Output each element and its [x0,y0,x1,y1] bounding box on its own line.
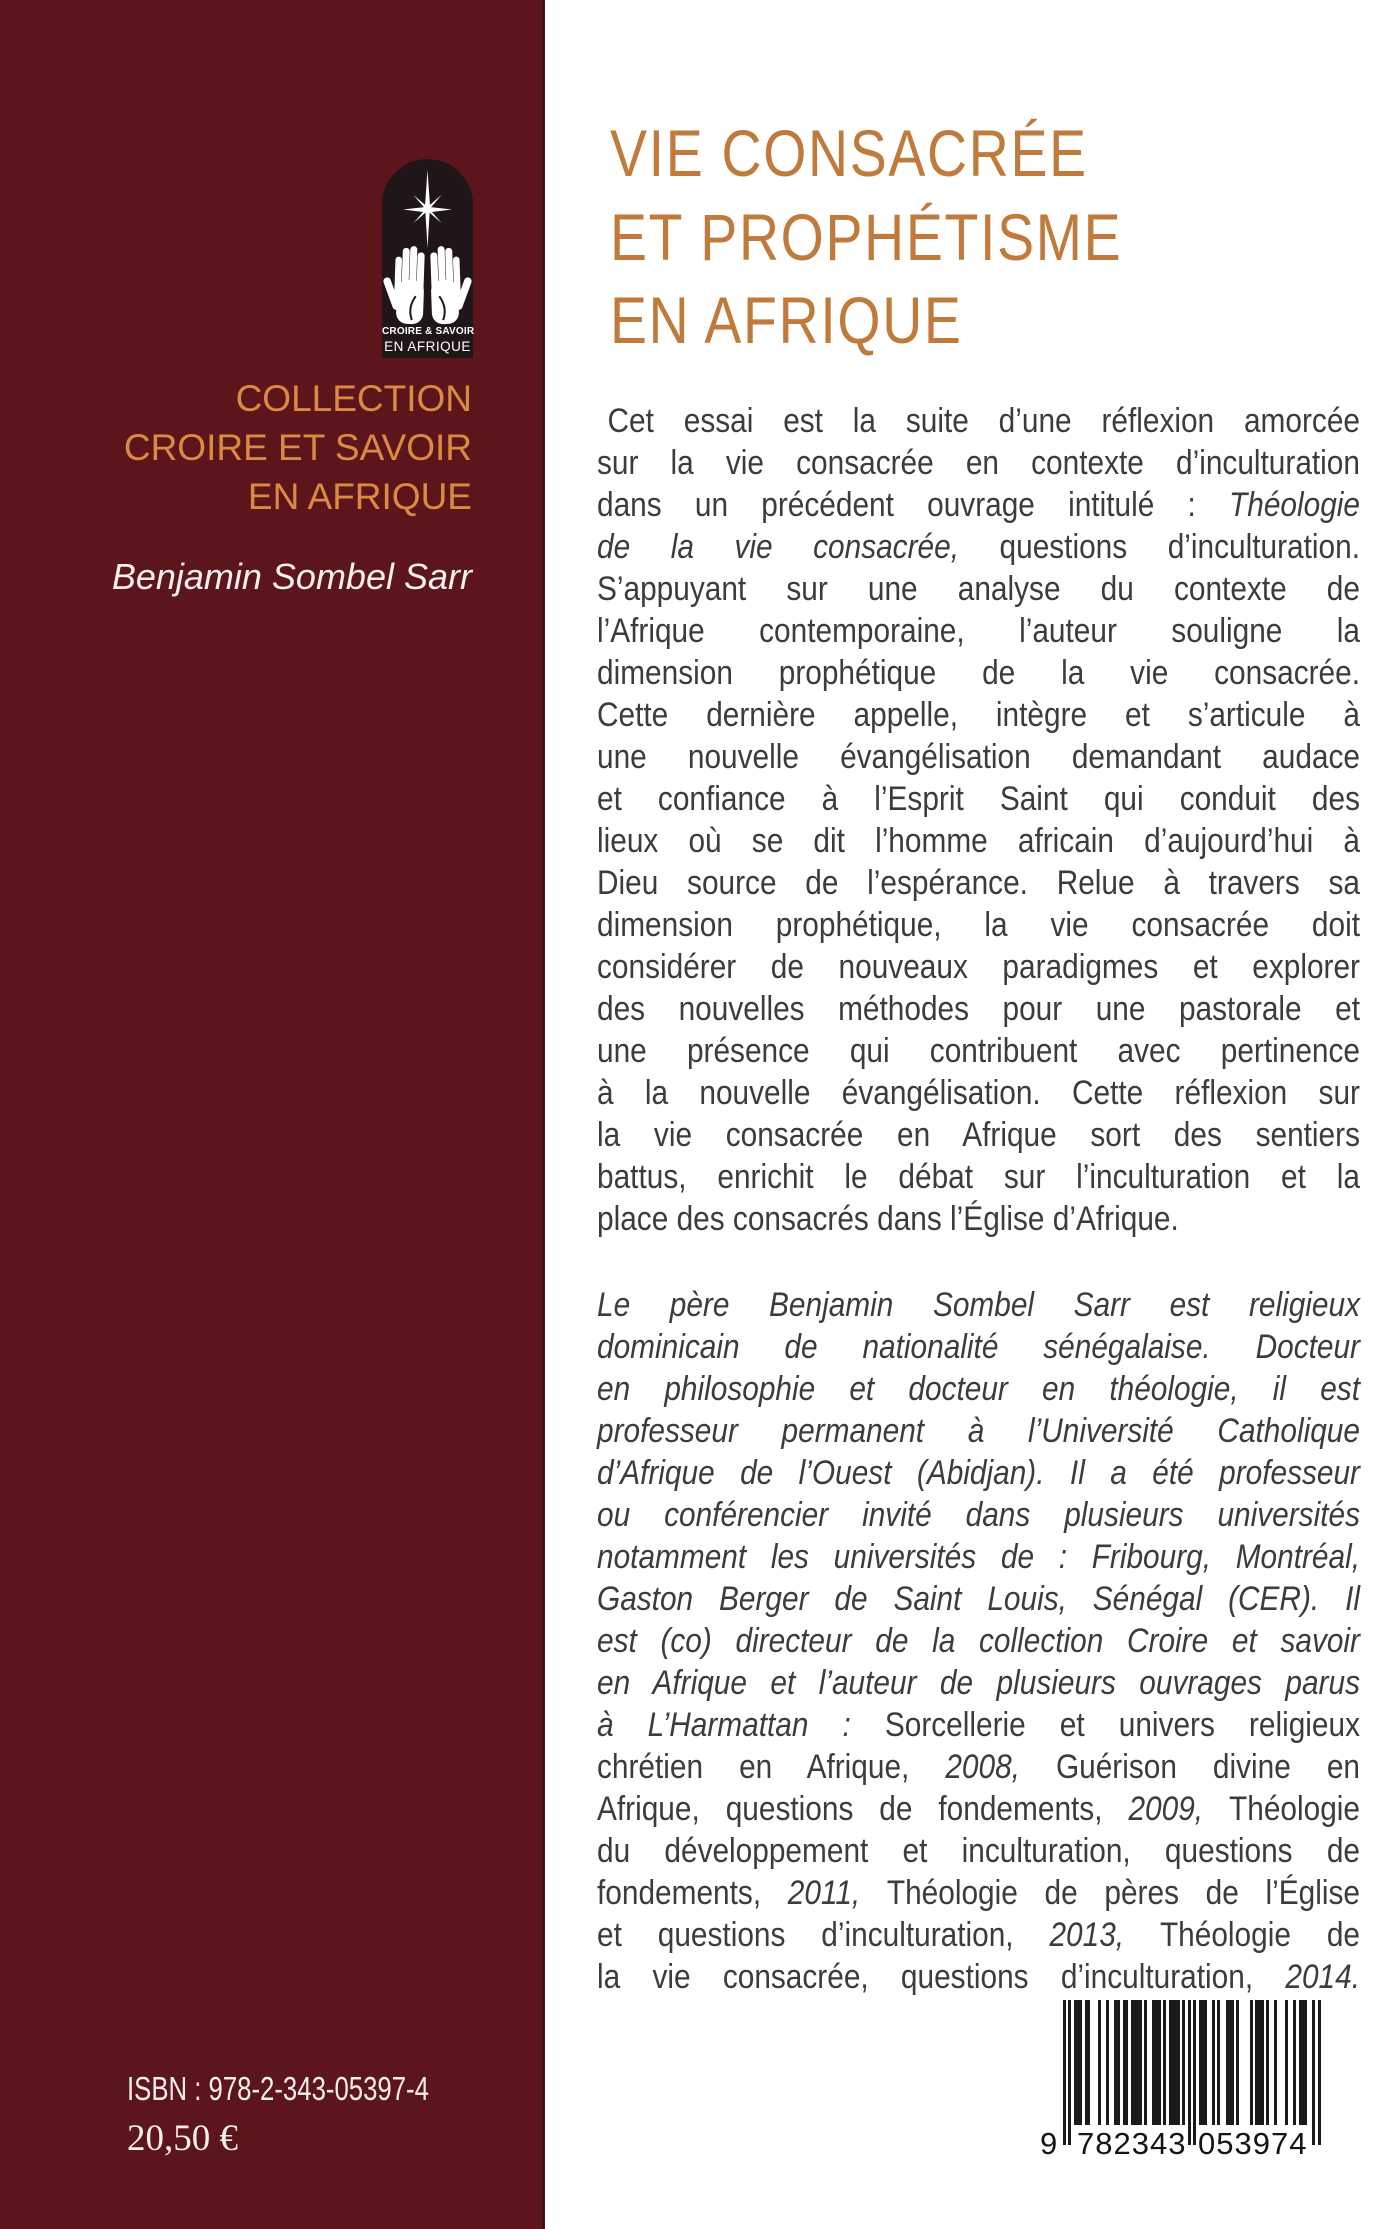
synopsis-paragraph [597,400,1360,1240]
barcode-bar [1236,2000,1239,2125]
synopsis-line: une présence qui contribuent avec pertinence [597,1032,1360,1070]
bio-line: fondements, 2011, Théologie de pères de l’Église [597,1874,1360,1912]
barcode-bar [1204,2000,1207,2125]
synopsis-line: dimension prophétique de la vie consacrée. [597,654,1360,692]
barcode-bar [1106,2000,1109,2125]
synopsis-line: la vie consacrée en Afrique sort des sentiers [597,1116,1360,1154]
synopsis-line: dans un précédent ouvrage intitulé : Théologie [597,486,1360,524]
barcode-digit-lead: 9 [1040,2126,1059,2161]
barcode-bar [1188,2000,1191,2145]
barcode-bar [1193,2000,1196,2145]
barcode-bar [1261,2000,1264,2125]
author-bio-paragraph [597,1284,1360,1998]
barcode-digit-group1: 782343 [1077,2126,1187,2161]
synopsis-line: place des consacrés dans l’Église d’Afrique. [597,1200,1179,1238]
synopsis-line: S’appuyant sur une analyse du contexte de [597,570,1360,608]
barcode-bar [1231,2000,1234,2125]
synopsis-line: lieux où se dit l’homme africain d’aujourd’hui à [597,822,1360,860]
bio-line: professeur permanent à l’Université Catholique [597,1412,1360,1450]
collection-line: COLLECTION [235,378,472,419]
collection-name [60,374,472,521]
bio-line: est (co) directeur de la collection Croire et savoir [597,1622,1360,1660]
synopsis-line: à la nouvelle évangélisation. Cette réflexion sur [597,1074,1360,1112]
collection-line: CROIRE ET SAVOIR [123,427,472,468]
bio-line: en Afrique et l’auteur de plusieurs ouvrages parus [597,1664,1360,1702]
barcode-bar [1285,2000,1288,2125]
bio-line: en philosophie et docteur en théologie, il est [597,1370,1360,1408]
author-name: Benjamin Sombel Sarr [111,556,472,597]
title-line: EN AFRIQUE [610,283,963,357]
barcode-bar [1212,2000,1215,2125]
synopsis-line: Cette dernière appelle, intègre et s’articule à [597,696,1360,734]
collection-line: EN AFRIQUE [247,476,472,517]
bio-line: et questions d’inculturation, 2013, Théologie de [597,1916,1360,1954]
barcode-bar [1266,2000,1269,2125]
barcode-bar [1079,2000,1082,2125]
barcode-bar [1250,2000,1253,2125]
barcode-bar [1068,2000,1071,2145]
synopsis-line: une nouvelle évangélisation demandant audace [597,738,1360,776]
barcode-bar [1163,2000,1166,2125]
book-title [610,112,1122,363]
bio-line: ou conférencier invité dans plusieurs universités [597,1496,1360,1534]
bio-line: Le père Benjamin Sombel Sarr est religieux [597,1286,1360,1324]
barcode-bar [1139,2000,1142,2125]
title-line: VIE CONSACRÉE [610,116,1088,190]
synopsis-line: et confiance à l’Esprit Saint qui conduit des [597,780,1360,818]
barcode-bar [1274,2000,1277,2125]
barcode-bar [1087,2000,1090,2125]
barcode-bar [1158,2000,1161,2125]
title-line: ET PROPHÉTISME [610,199,1123,274]
bio-line: d’Afrique de l’Ouest (Abidjan). Il a été professeur [597,1454,1360,1492]
barcode-bar [1144,2000,1147,2125]
barcode-bar [1217,2000,1220,2125]
bio-line: la vie consacrée, questions d’inculturation, 2014. [597,1958,1360,1996]
bio-line: Afrique, questions de fondements, 2009, Théologie [597,1790,1360,1828]
barcode-bar [1312,2000,1315,2145]
bio-line: à L’Harmattan : Sorcellerie et univers religieux [597,1706,1360,1744]
synopsis-line: Dieu source de l’espérance. Relue à travers sa [597,864,1360,902]
barcode-bar [1125,2000,1128,2125]
synopsis-line: sur la vie consacrée en contexte d’inculturation [597,444,1360,482]
synopsis-line: de la vie consacrée, questions d’inculturation. [597,528,1360,566]
barcode-bar [1318,2000,1321,2145]
synopsis-line: Cet essai est la suite d’une réflexion amorcée [607,402,1360,440]
bio-line: notamment les universités de : Fribourg, Montréal, [597,1538,1360,1576]
logo-text-line2: EN AFRIQUE [384,339,471,354]
barcode-bar [1293,2000,1296,2125]
barcode-bar [1182,2000,1185,2125]
barcode-bar [1177,2000,1180,2125]
barcode-bar [1098,2000,1101,2125]
price-label: 20,50 € [127,2118,238,2159]
synopsis-line: considérer de nouveaux paradigmes et explorer [597,948,1360,986]
bio-line: Gaston Berger de Saint Louis, Sénégal (CER). Il [597,1580,1360,1618]
collection-logo [382,158,473,358]
barcode-digit-group2: 053974 [1198,2126,1308,2161]
bio-line: chrétien en Afrique, 2008, Guérison divine en [597,1748,1360,1786]
synopsis-line: dimension prophétique, la vie consacrée doit [597,906,1360,944]
barcode-bar [1304,2000,1307,2125]
barcode-bar [1063,2000,1066,2145]
bio-line: dominicain de nationalité sénégalaise. Docteur [597,1328,1360,1366]
logo-text-line1: CROIRE & SAVOIR [382,326,475,337]
bio-line: du développement et inculturation, questions de [597,1832,1360,1870]
synopsis-line: l’Afrique contemporaine, l’auteur souligne la [597,612,1360,650]
barcode-bar [1117,2000,1120,2125]
synopsis-line: battus, enrichit le débat sur l’inculturation et la [597,1158,1360,1196]
isbn-label: ISBN : 978-2-343-05397-4 [127,2070,429,2107]
synopsis-line: des nouvelles méthodes pour une pastorale et [597,990,1360,1028]
